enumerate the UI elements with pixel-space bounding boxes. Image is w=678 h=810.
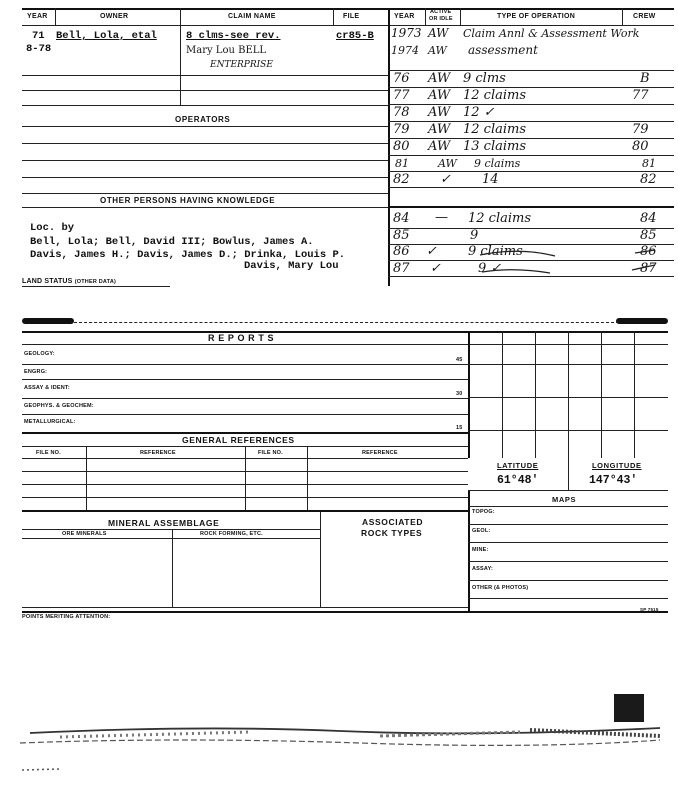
op-status-4: AW [428, 105, 451, 120]
geology-label: GEOLOGY: [24, 351, 55, 357]
record-file: cr85-B [336, 30, 374, 42]
persons-line-3: Davis, James H.; Davis, James D.; Drinka, Louis P. [30, 249, 346, 261]
record-year-b: 8-78 [26, 43, 52, 55]
reference-2-label: REFERENCE [362, 450, 398, 456]
op-type-11: 9 claims [468, 244, 523, 259]
points-meriting-label: POINTS MERITING ATTENTION: [22, 614, 111, 620]
mine-label: MINE: [472, 547, 489, 553]
scan-smudge-left [22, 318, 74, 324]
op-crew-7: 81 [642, 157, 656, 170]
op-status-12: ✓ [430, 261, 441, 276]
persons-line-2: Bell, Lola; Bell, David III; Bowlus, James A. [30, 236, 314, 248]
op-status-8: ✓ [440, 172, 451, 187]
reference-1-label: REFERENCE [140, 450, 176, 456]
persons-line-1: Loc. by [30, 222, 75, 234]
op-type-1: assessment [468, 43, 538, 57]
n45-label: 45 [456, 357, 463, 363]
longitude-value: 147°43' [589, 474, 638, 487]
header-claim-name: CLAIM NAME [228, 13, 276, 20]
assay-map-label: ASSAY: [472, 566, 494, 572]
header-owner: OWNER [100, 13, 129, 20]
op-year-0: 1973 [391, 26, 422, 40]
op-crew-6: 80 [632, 139, 649, 154]
record-year: 71 [32, 30, 45, 42]
header-or-idle: OR IDLE [429, 16, 453, 22]
op-year-10: 85 [393, 228, 410, 243]
scribble-marks [460, 225, 660, 280]
associated-label-2: ROCK TYPES [361, 528, 423, 538]
latitude-label: LATITUDE [497, 461, 539, 470]
op-crew-2: B [640, 71, 650, 86]
op-crew-8: 82 [640, 172, 657, 187]
associated-label-1: ASSOCIATED [362, 517, 424, 527]
general-references-label: GENERAL REFERENCES [182, 435, 295, 445]
op-status-5: AW [428, 122, 451, 137]
assay-ident-label: ASSAY & IDENT: [24, 385, 70, 391]
scan-artifact-bottom [0, 700, 678, 760]
op-year-9: 84 [393, 211, 410, 226]
file-no-1-label: FILE NO. [36, 450, 61, 456]
scan-dots [20, 760, 80, 780]
op-type-6: 13 claims [463, 139, 527, 154]
geophys-label: GEOPHYS. & GEOCHEM: [24, 403, 94, 409]
op-type-7: 9 claims [474, 157, 521, 170]
op-type-5: 12 claims [463, 122, 527, 137]
op-crew-10: 85 [640, 228, 657, 243]
maps-label: MAPS [552, 495, 577, 504]
header-type-of-operation: TYPE OF OPERATION [497, 13, 576, 20]
op-status-9: — [435, 210, 448, 225]
op-year-11: 86 [393, 244, 410, 259]
op-year-2: 76 [393, 71, 410, 86]
op-type-2: 9 clms [463, 71, 506, 86]
record-owner: Bell, Lola, etal [56, 30, 157, 42]
op-type-10: 9 [470, 228, 479, 243]
claim-hand-2: ENTERPRISE [210, 60, 273, 70]
op-status-1: AW [428, 44, 447, 57]
op-year-8: 82 [393, 172, 410, 187]
header-year-2: YEAR [394, 13, 415, 20]
other-persons-label: OTHER PERSONS HAVING KNOWLEDGE [100, 196, 276, 205]
header-year: YEAR [27, 13, 48, 20]
op-year-6: 80 [393, 139, 410, 154]
op-crew-9: 84 [640, 211, 657, 226]
header-active: ACTIVE [430, 9, 452, 15]
n30-label: 30 [456, 391, 463, 397]
engrg-label: ENGRG: [24, 369, 48, 375]
header-file: FILE [343, 13, 360, 20]
op-status-6: AW [428, 139, 451, 154]
op-type-9: 12 claims [468, 211, 532, 226]
land-status-label [22, 278, 116, 285]
longitude-label: LONGITUDE [592, 461, 642, 470]
file-no-2-label: FILE NO. [258, 450, 283, 456]
persons-line-4: Davis, Mary Lou [244, 260, 339, 272]
op-type-12: 9 ✓ [478, 261, 502, 276]
op-status-0: AW [428, 26, 449, 40]
op-year-4: 78 [393, 105, 410, 120]
claim-hand-1: Mary Lou BELL [186, 45, 267, 56]
latitude-value: 61°48' [497, 474, 539, 487]
operators-label: OPERATORS [175, 115, 231, 124]
op-crew-11: 86 [640, 244, 657, 259]
topog-label: TOPOG: [472, 509, 495, 515]
op-year-1: 1974 [391, 44, 419, 57]
op-status-7: AW [438, 157, 457, 170]
op-type-8: 14 [482, 172, 499, 187]
op-type-4: 12 ✓ [463, 105, 495, 120]
op-status-11: ✓ [426, 244, 437, 259]
land-status-text: LAND STATUS [22, 278, 73, 285]
geol-label: GEOL: [472, 528, 491, 534]
op-year-5: 79 [393, 122, 410, 137]
op-crew-12: 87 [640, 261, 657, 276]
form-number: SP 7515 [640, 607, 659, 612]
op-status-2: AW [428, 71, 451, 86]
op-year-3: 77 [393, 88, 410, 103]
other-photos-label: OTHER (& PHOTOS) [472, 585, 529, 591]
op-type-0: Claim Annl & Assessment Work [463, 27, 640, 40]
reports-label: R E P O R T S [208, 333, 275, 343]
metallurgical-label: METALLURGICAL: [24, 419, 76, 425]
ore-minerals-label: ORE MINERALS [62, 531, 107, 537]
n15-label: 15 [456, 425, 463, 431]
op-status-3: AW [428, 88, 451, 103]
op-year-12: 87 [393, 261, 410, 276]
land-status-sub: (OTHER DATA) [74, 279, 117, 285]
mineral-assemblage-label: MINERAL ASSEMBLAGE [108, 518, 220, 528]
record-claim-name: 8 clms-see rev. [186, 30, 281, 42]
scan-smudge-right [616, 318, 668, 324]
op-type-3: 12 claims [463, 88, 527, 103]
op-crew-3: 77 [632, 88, 649, 103]
op-year-7: 81 [395, 157, 409, 170]
op-crew-5: 79 [632, 122, 649, 137]
header-crew: CREW [633, 13, 656, 20]
scan-block-dark [614, 694, 644, 722]
rock-forming-label: ROCK FORMING, ETC. [200, 531, 263, 537]
